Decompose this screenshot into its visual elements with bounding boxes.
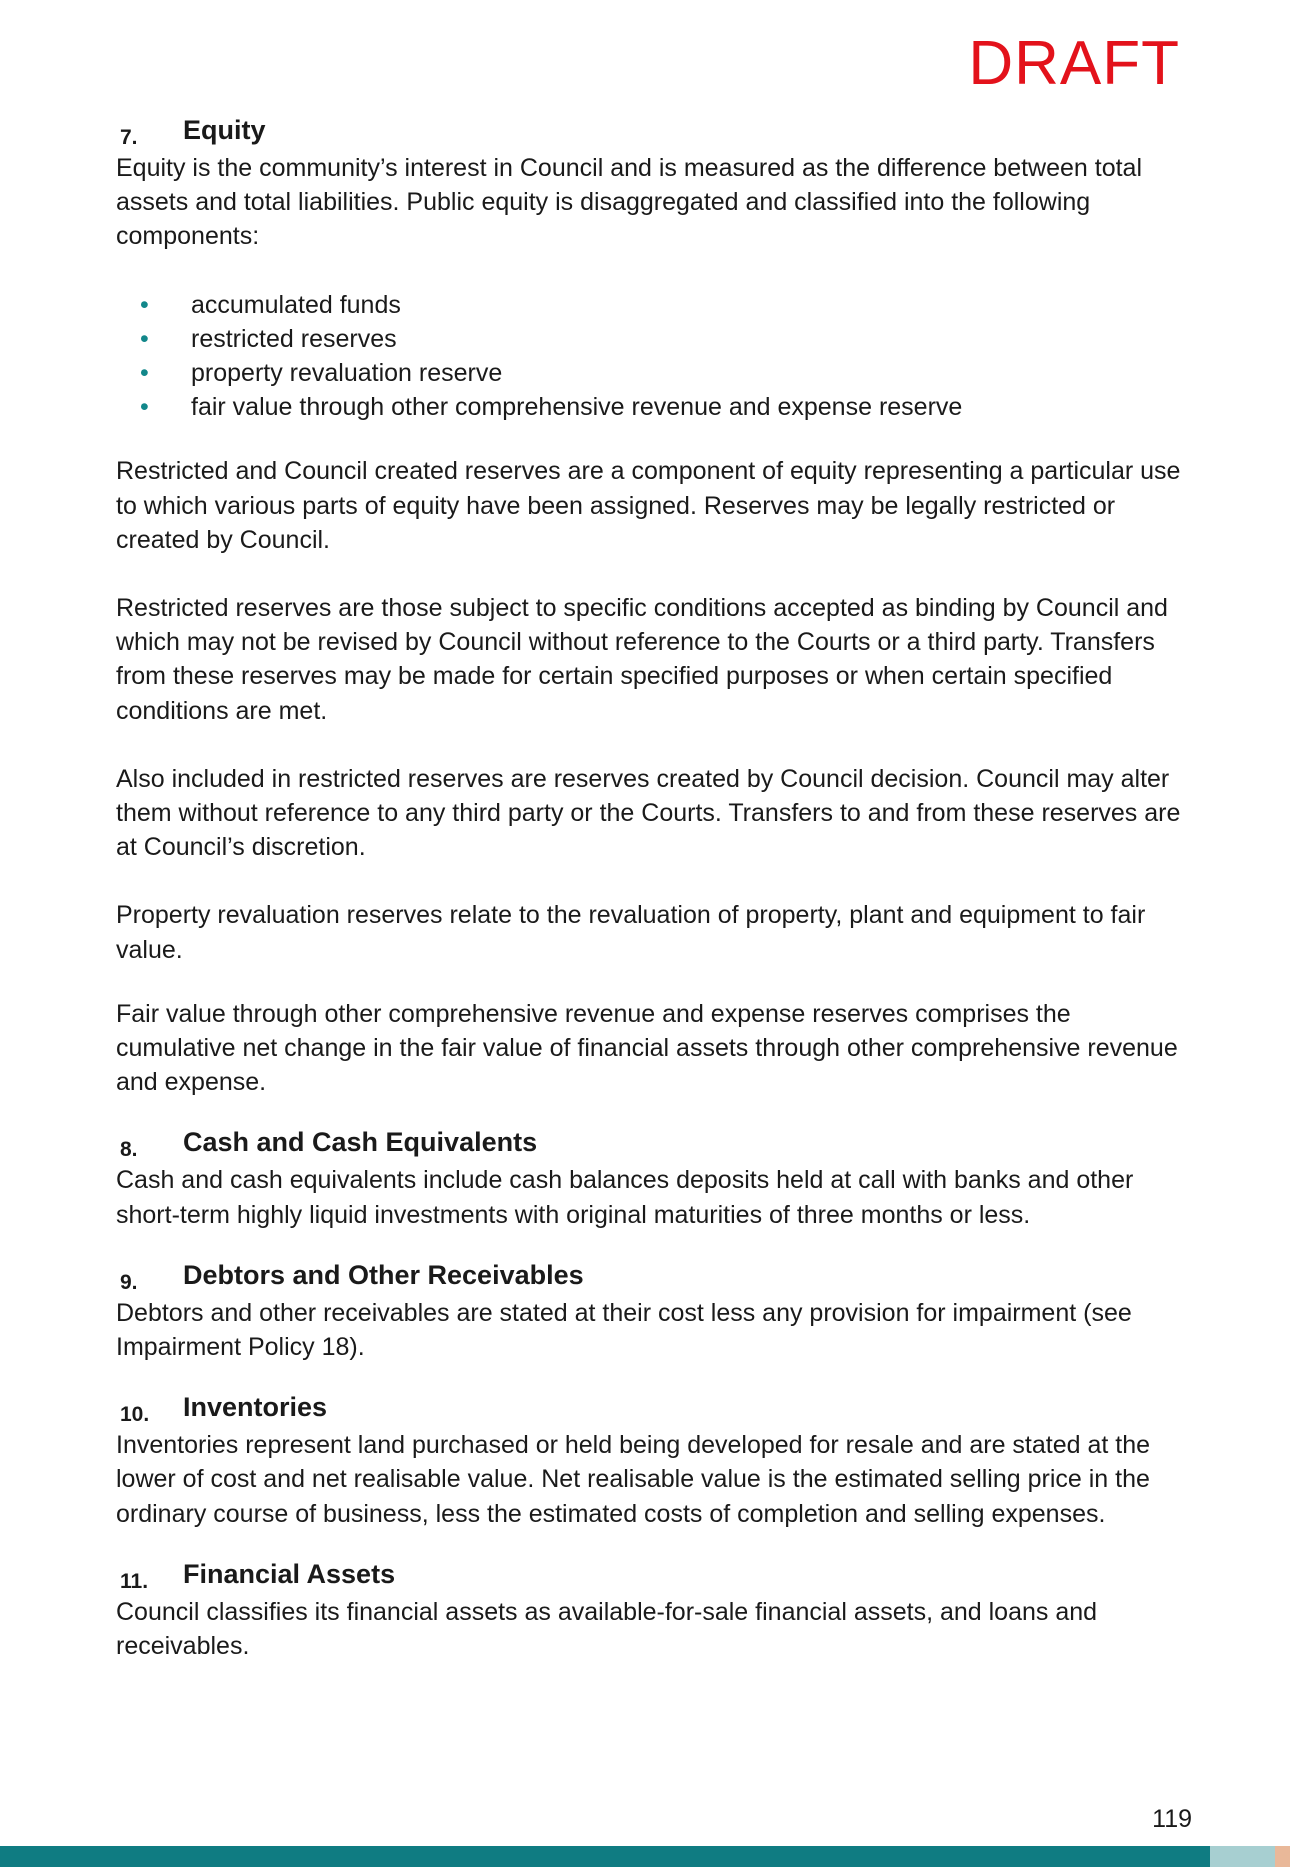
footer-accent-block bbox=[1275, 1846, 1290, 1867]
equity-paragraph: Also included in restricted reserves are reserves created by Council decision. Council may alter them without reference to any third party or the Courts. Transfers to and from these reserves are at Council’s discretion. bbox=[116, 764, 1181, 862]
inventories-paragraph: Inventories represent land purchased or held being developed for resale and are stated at the lower of cost and net realisable value. Net realisable value is the estimated selling price in the ordinary course of business, less the estimated costs of completion and selling expenses. bbox=[116, 1431, 1151, 1528]
bullet-icon: • bbox=[140, 393, 149, 422]
section-number: 8. bbox=[120, 1138, 138, 1162]
section-number: 11. bbox=[120, 1569, 149, 1593]
equity-paragraph: Property revaluation reserves relate to the revaluation of property, plant and equipment to fair value. bbox=[116, 901, 1146, 964]
section-8-heading bbox=[116, 1123, 1186, 1163]
list-item: • accumulated funds bbox=[116, 288, 1186, 322]
page-number: 119 bbox=[1152, 1805, 1192, 1833]
financial-assets-paragraph: Council classifies its financial assets as available-for-sale financial assets, and loans and receivables. bbox=[116, 1597, 1098, 1661]
equity-paragraph: Restricted and Council created reserves are a component of equity representing a particular use to which various parts of equity have been assigned. Reserves may be legally restricted or created by Council. bbox=[116, 457, 1181, 554]
section-7-heading bbox=[116, 111, 1186, 151]
cash-paragraph: Cash and cash equivalents include cash balances deposits held at call with banks and other short-term highly liquid investments with original maturities of three months or less. bbox=[116, 1166, 1134, 1229]
section-10-heading bbox=[116, 1388, 1186, 1428]
equity-paragraph: Fair value through other comprehensive revenue and expense reserves comprises the cumulative net change in the fair value of financial assets through other comprehensive revenue and expense. bbox=[116, 999, 1178, 1097]
bullet-icon: • bbox=[140, 290, 149, 319]
section-title: Financial Assets bbox=[183, 1558, 396, 1589]
section-number: 7. bbox=[120, 126, 138, 149]
footer-accent-block bbox=[1210, 1846, 1275, 1867]
bullet-icon: • bbox=[140, 324, 149, 353]
draft-stamp: DRAFT bbox=[968, 29, 1180, 98]
bullet-icon: • bbox=[140, 359, 149, 388]
section-11-heading bbox=[116, 1555, 1186, 1595]
section-number: 9. bbox=[120, 1270, 138, 1294]
section-title: Cash and Cash Equivalents bbox=[183, 1127, 538, 1158]
section-9-heading bbox=[116, 1256, 1186, 1296]
equity-paragraph: Restricted reserves are those subject to specific conditions accepted as binding by Council and which may not be revised by Council without reference to the Courts or a third party. Transfers from these reserves may be made for certain specified purposes or when certain specified conditions are met. bbox=[116, 594, 1168, 725]
section-number: 10. bbox=[120, 1403, 150, 1427]
list-item: • restricted reserves bbox=[116, 322, 1186, 356]
document-body bbox=[116, 111, 1186, 1663]
equity-intro: Equity is the community’s interest in Council and is measured as the difference between total assets and total liabilities. Public equity is disaggregated and classified into the following components: bbox=[116, 154, 1143, 251]
debtors-paragraph: Debtors and other receivables are stated at their cost less any provision for impairment (see Impairment Policy 18). bbox=[116, 1298, 1132, 1362]
list-item: • fair value through other comprehensive revenue and expense reserve bbox=[116, 390, 1186, 424]
section-title: Debtors and Other Receivables bbox=[183, 1259, 584, 1290]
footer-bar bbox=[0, 1846, 1290, 1867]
section-title: Inventories bbox=[183, 1392, 328, 1423]
section-title: Equity bbox=[183, 115, 266, 145]
equity-components-list bbox=[116, 288, 1186, 425]
list-item: • property revaluation reserve bbox=[116, 356, 1186, 390]
